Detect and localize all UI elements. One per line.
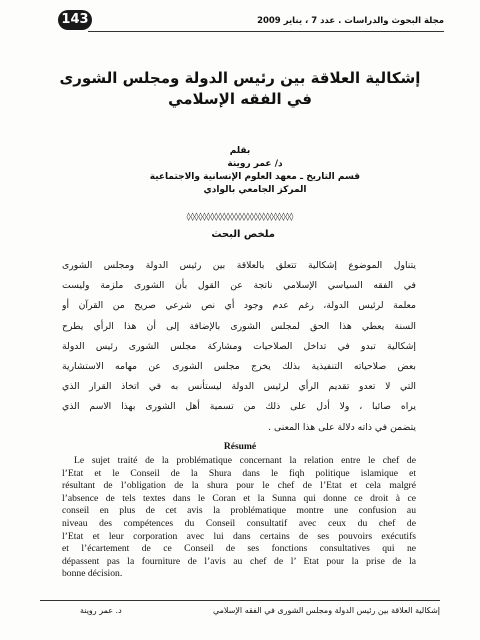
- footer-rule: [40, 600, 440, 601]
- abstract-body-ar: [62, 256, 416, 438]
- abstract-fr-line: Le sujet traité de la problématique concernant la relation entre le chef de: [74, 455, 416, 466]
- author-name: د/ عمر روينة: [227, 159, 283, 169]
- abstract-fr-line: l’Etat et le Conseil de la Shura dans le fiqh politique islamique et: [62, 467, 416, 479]
- footer-title: إشكالية العلاقة بين رئيس الدولة ومجلس الشورى في الفقه الإسلامي: [212, 606, 440, 615]
- abstract-fr-line: conseil en plus de cet avis la problématique montre une confusion au: [62, 505, 416, 517]
- title-line-1: إشكالية العلاقة بين رئيس الدولة ومجلس الشورى: [59, 69, 421, 87]
- abstract-ar-line: التي لا تعدو تقديم الرأي لرئيس الدولة ليستأنس به في اتخاذ القرار الذي: [62, 381, 416, 393]
- abstract-ar-line: يتناول الموضوع إشكالية تتعلق بالعلاقة بين رئيس الدولة ومجلس الشورى: [62, 260, 416, 271]
- abstract-fr-line: dépassent pas la fourniture de l’avis au chef de l’ Etat pour la prise de la: [62, 555, 416, 567]
- abstract-fr-line: et l’écartement de ce Conseil de ses fonctions consultatives qui ne: [62, 543, 416, 555]
- abstract-fr-line: l’absence de tels textes dans le Coran et la Sunna qui donne ce droit à ce: [62, 492, 416, 504]
- abstract-fr-line: bonne décision.: [62, 568, 123, 580]
- title-line-2: في الفقه الإسلامي: [168, 90, 312, 108]
- abstract-fr-line: l’Etat et leur corporation avec lui dans certains de ses pouvoirs exécutifs: [62, 530, 416, 542]
- by-label: بقلم: [229, 146, 251, 156]
- header-rule: [88, 31, 444, 32]
- abstract-fr-line: niveau des compétences du Conseil consultatif avec ceux du chef de: [62, 517, 416, 529]
- page-number-badge: 143: [58, 10, 92, 30]
- abstract-ar-line: بعض صلاحياته التنفيذية بذلك يخرج مجلس الشورى عن مهامه الاستشارية: [62, 361, 416, 373]
- abstract-ar-line: يراه صائبا ، ولا أدل على ذلك من تسمية أهل الشورى بهذا الاسم الذي: [62, 401, 416, 413]
- footer-author: د. عمر روينة: [80, 606, 122, 615]
- abstract-body-fr: [62, 455, 416, 581]
- abstract-ar-line: معلمة لرئيس الدولة، رغم عدم وجود أي نص شرعي صريح من القرآن أو: [62, 300, 416, 312]
- ornament-divider: ◊◊◊◊◊◊◊◊◊◊◊◊◊◊◊◊◊◊◊◊◊◊◊◊◊◊◊: [186, 212, 294, 221]
- author-institution: المركز الجامعي بالوادي: [203, 185, 307, 195]
- abstract-ar-line: إشكالية تبدو في تداخل الصلاحيات ومشاركة مجلس الشورى رئيس الدولة: [62, 340, 416, 352]
- author-department: قسم التاريخ ـ معهد العلوم الإنسانية والاجتماعية: [149, 172, 360, 182]
- abstract-heading-fr: Résumé: [223, 442, 257, 452]
- article-title: [40, 68, 440, 110]
- author-block: [150, 158, 360, 197]
- abstract-ar-line: في الفقه السياسي الإسلامي ناتجة عن القول بأن الشورى ملزمة وليست: [62, 280, 416, 292]
- abstract-fr-line: résultant de l’obligation de la shura pour le chef de l’Etat et cela malgré: [62, 480, 416, 492]
- abstract-heading-ar: ملخص البحث: [211, 229, 275, 240]
- abstract-ar-line: يتضمن في ذاته دلالة على هذا المعنى .: [268, 421, 416, 433]
- abstract-ar-line: السنة يعطي هذا الحق لمجلس الشورى بالإضافة إلى أن هذا الرأي يطرح: [62, 320, 416, 332]
- running-header: مجلة البحوث والدراسات . عدد 7 ، يناير 2009: [257, 16, 444, 26]
